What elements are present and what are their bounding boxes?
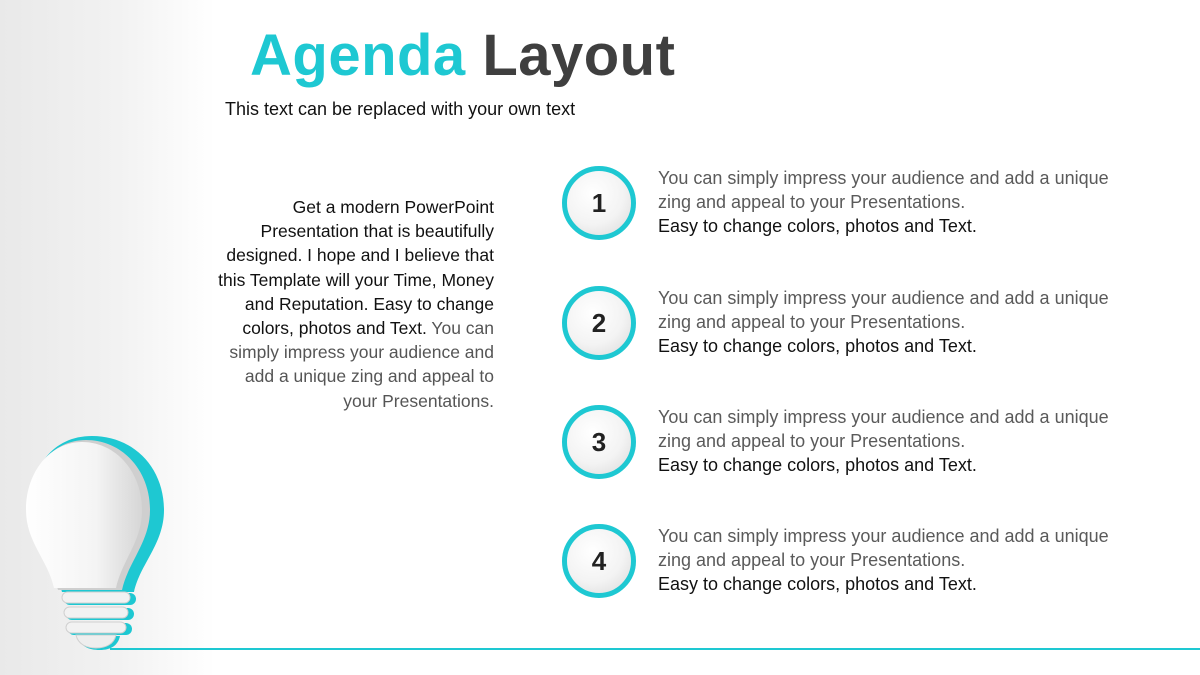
agenda-number-circle: 3 — [562, 405, 636, 479]
title-dark-word: Layout — [482, 23, 676, 88]
agenda-item-note: Easy to change colors, photos and Text. — [658, 574, 977, 594]
intro-main-text: Get a modern PowerPoint Presentation that is beautifully designed. I hope and I believe that this Template will your Time, Money and Reputation. Easy to change colors, photos and Text. — [218, 197, 494, 339]
intro-muted-text: You can simply impress your audience and add a unique zing and appeal to your Presentations. — [229, 318, 494, 411]
intro-paragraph — [210, 195, 494, 413]
agenda-item-text — [658, 286, 1128, 358]
agenda-item-description: You can simply impress your audience and add a unique zing and appeal to your Presentations. — [658, 526, 1109, 570]
agenda-item-text — [658, 524, 1128, 596]
agenda-item-description: You can simply impress your audience and add a unique zing and appeal to your Presentations. — [658, 168, 1109, 212]
title-accent-word: Agenda — [250, 23, 466, 88]
agenda-item-4 — [562, 524, 1182, 604]
agenda-number-circle: 4 — [562, 524, 636, 598]
agenda-item-3 — [562, 405, 1182, 485]
agenda-item-description: You can simply impress your audience and add a unique zing and appeal to your Presentations. — [658, 407, 1109, 451]
agenda-item-1 — [562, 166, 1182, 246]
agenda-item-note: Easy to change colors, photos and Text. — [658, 455, 977, 475]
agenda-number-circle: 2 — [562, 286, 636, 360]
agenda-item-note: Easy to change colors, photos and Text. — [658, 216, 977, 236]
agenda-item-text — [658, 166, 1128, 238]
agenda-item-text — [658, 405, 1128, 477]
subtitle: This text can be replaced with your own text — [225, 99, 576, 119]
agenda-number-circle: 1 — [562, 166, 636, 240]
page-title — [250, 22, 675, 90]
lightbulb-icon — [22, 432, 172, 657]
agenda-item-2 — [562, 286, 1182, 366]
agenda-item-note: Easy to change colors, photos and Text. — [658, 336, 977, 356]
bottom-accent-line — [110, 648, 1200, 650]
agenda-item-description: You can simply impress your audience and add a unique zing and appeal to your Presentations. — [658, 288, 1109, 332]
